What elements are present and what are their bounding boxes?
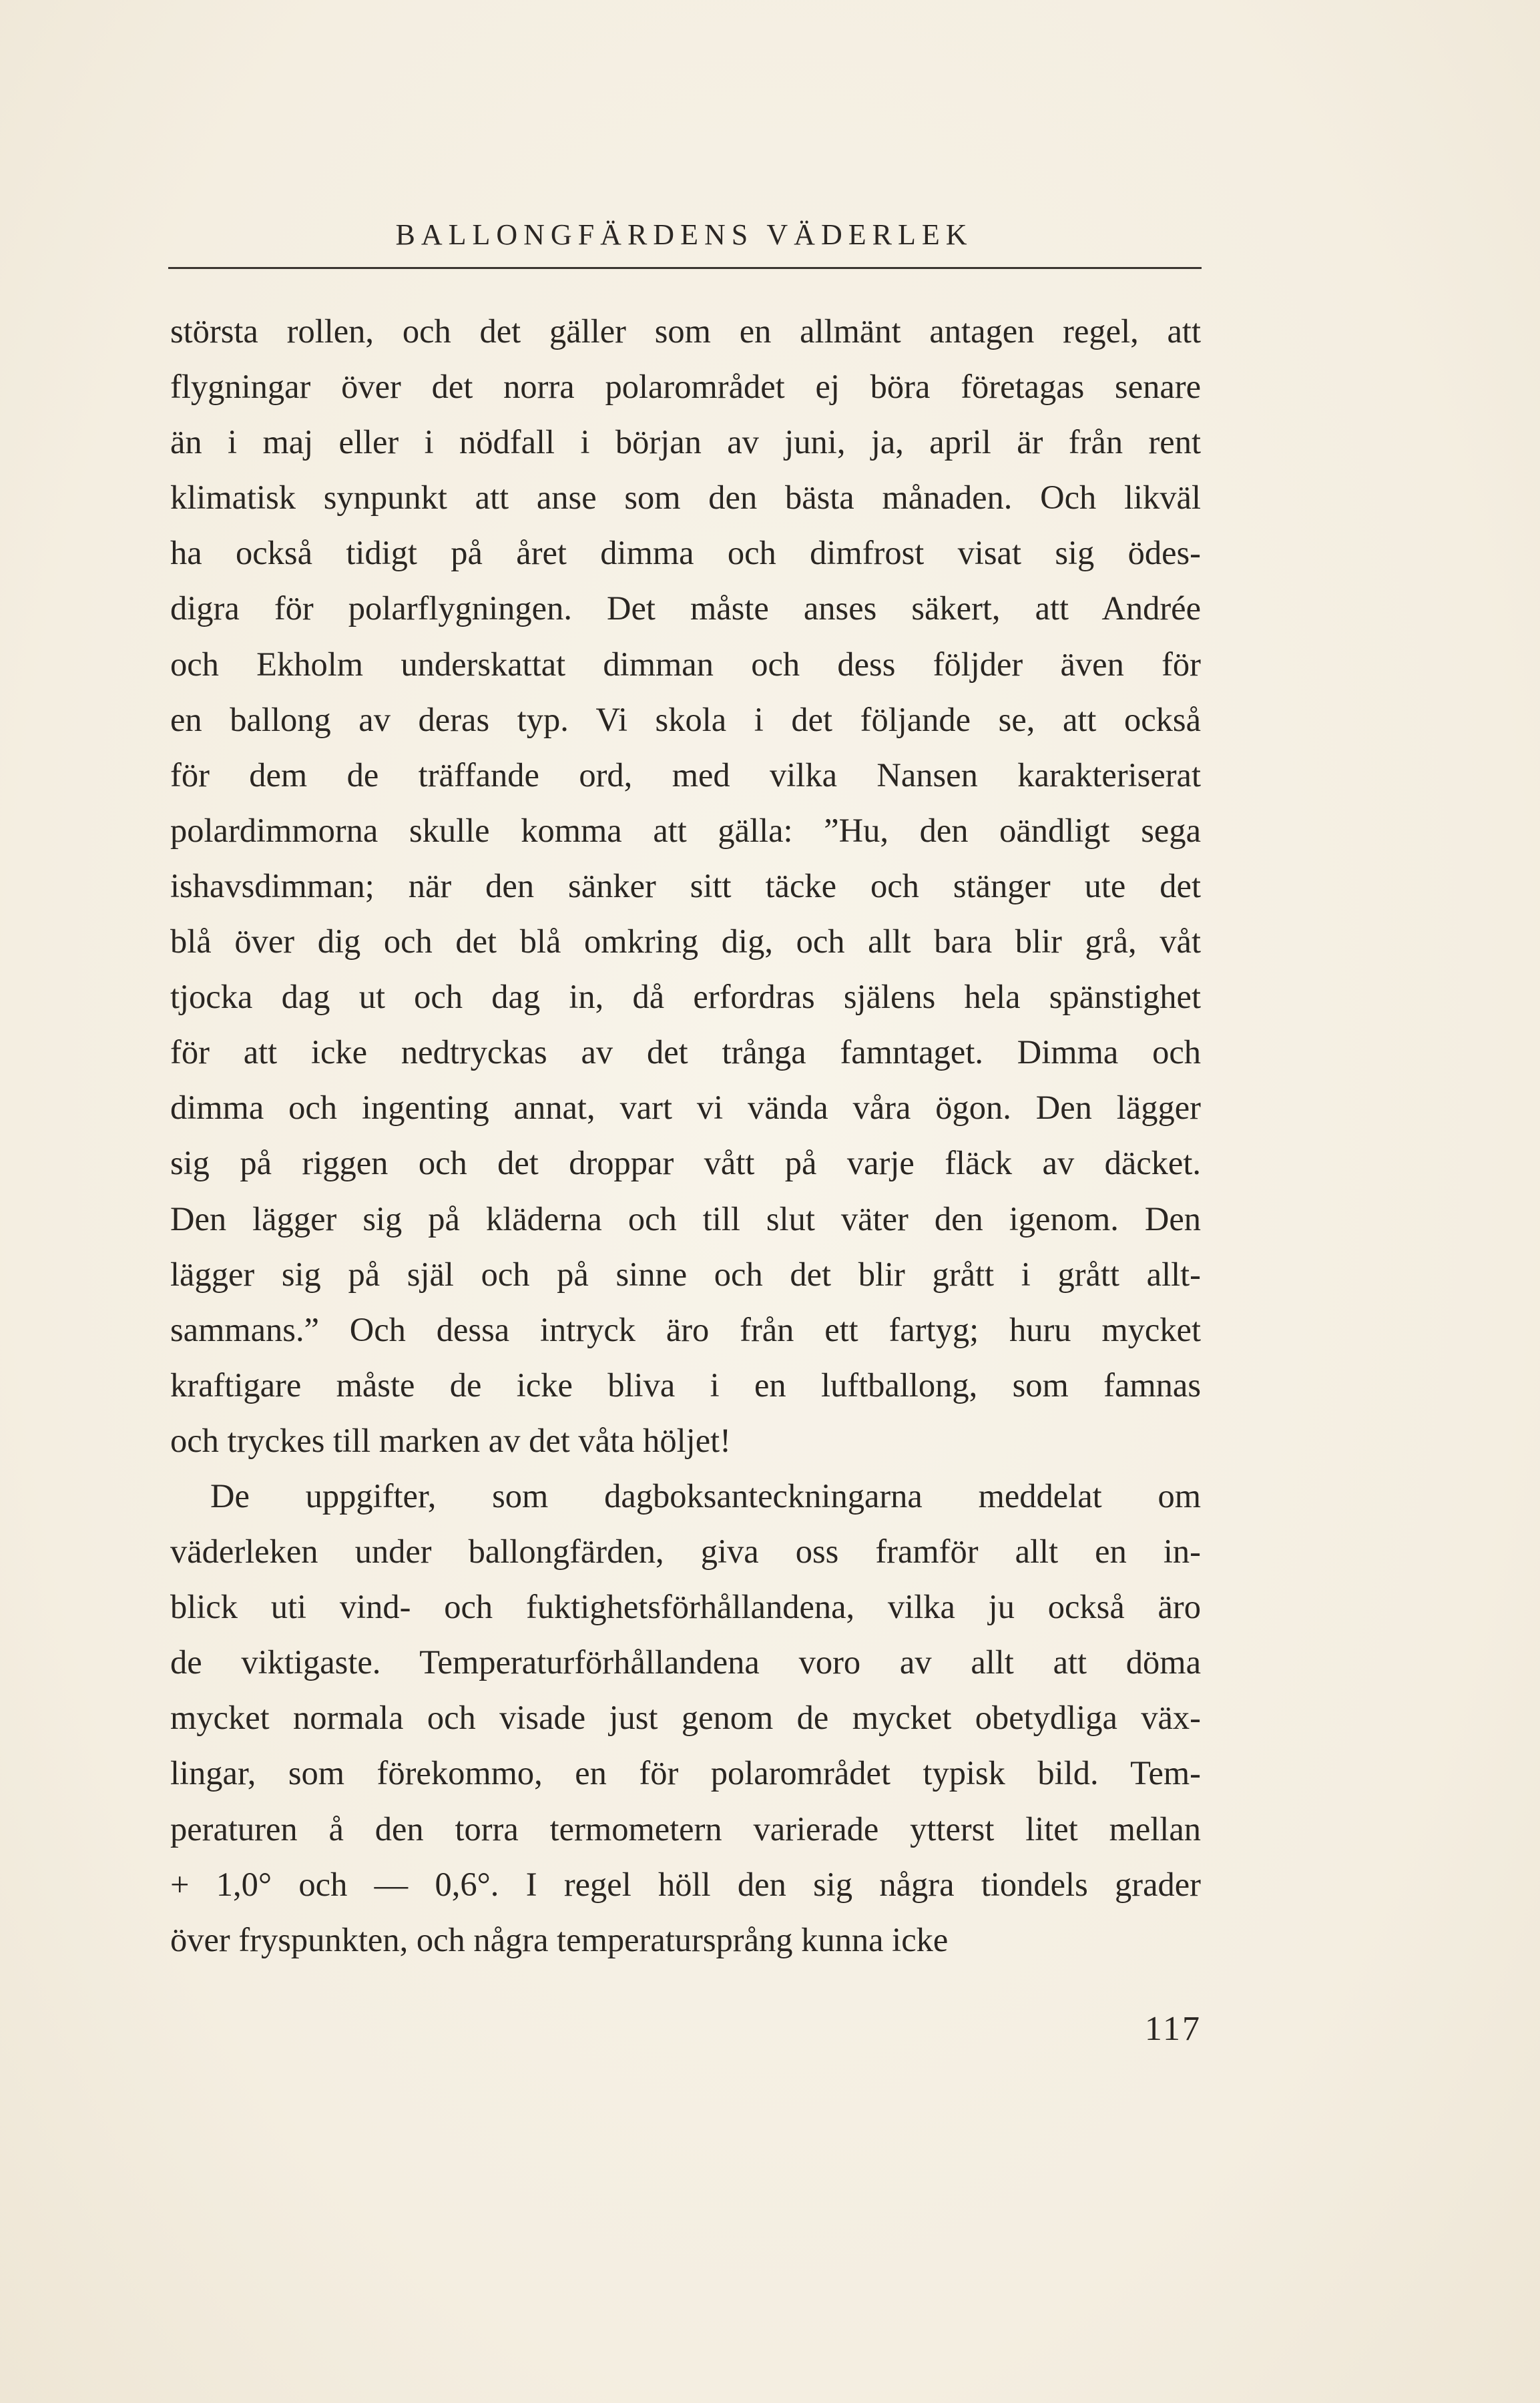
header-rule xyxy=(168,267,1202,269)
text-line: lingar, som förekommo, en för polarområdet typisk bild. Tem- xyxy=(170,1754,1201,1792)
running-head: BALLONGFÄRDENS VÄDERLEK xyxy=(395,218,973,251)
text-line: och Ekholm underskattat dimman och dess följder även för xyxy=(170,645,1201,683)
text-line: än i maj eller i nödfall i början av juni, ja, april är från rent xyxy=(170,423,1201,461)
text-line: en ballong av deras typ. Vi skola i det följande se, att också xyxy=(170,700,1201,738)
text-line: tjocka dag ut och dag in, då erfordras själens hela spänstighet xyxy=(170,978,1201,1016)
text-line: digra för polarflygningen. Det måste anses säkert, att Andrée xyxy=(170,589,1201,627)
text-line: och tryckes till marken av det våta höljet! xyxy=(170,1421,731,1459)
text-line: dimma och ingenting annat, vart vi vända våra ögon. Den lägger xyxy=(170,1089,1201,1127)
text-line: + 1,0° och — 0,6°. I regel höll den sig några tiondels grader xyxy=(170,1865,1201,1903)
text-line: Den lägger sig på kläderna och till slut väter den igenom. Den xyxy=(170,1199,1201,1238)
paragraph xyxy=(170,304,1201,1468)
text-line: peraturen å den torra termometern varierade ytterst litet mellan xyxy=(170,1810,1201,1848)
text-line: De uppgifter, som dagboksanteckningarna meddelat om xyxy=(210,1477,1201,1515)
text-line: blå över dig och det blå omkring dig, och allt bara blir grå, våt xyxy=(170,922,1201,961)
text-line: för att icke nedtryckas av det trånga famntaget. Dimma och xyxy=(170,1033,1201,1071)
text-line: kraftigare måste de icke bliva i en luftballong, som famnas xyxy=(170,1366,1201,1404)
text-line: blick uti vind- och fuktighetsförhållandena, vilka ju också äro xyxy=(170,1588,1201,1626)
text-line: över fryspunkten, och några temperatursprång kunna icke xyxy=(170,1920,949,1958)
text-line: sammans.” Och dessa intryck äro från ett fartyg; huru mycket xyxy=(170,1310,1201,1348)
text-line: ishavsdimman; när den sänker sitt täcke och stänger ute det xyxy=(170,866,1201,904)
text-line: ha också tidigt på året dimma och dimfrost visat sig ödes- xyxy=(170,534,1201,572)
page-number: 117 xyxy=(1144,2010,1202,2048)
text-line: flygningar över det norra polarområdet ej böra företagas senare xyxy=(170,368,1201,406)
text-line: väderleken under ballongfärden, giva oss framför allt en in- xyxy=(170,1533,1201,1571)
text-line: de viktigaste. Temperaturförhållandena voro av allt att döma xyxy=(170,1643,1201,1681)
text-line: största rollen, och det gäller som en allmänt antagen regel, att xyxy=(170,312,1201,350)
text-line: klimatisk synpunkt att anse som den bästa månaden. Och likväl xyxy=(170,479,1201,517)
body-text xyxy=(170,304,1201,1968)
text-line: polardimmorna skulle komma att gälla: ”Hu, den oändligt sega xyxy=(170,811,1201,849)
text-line: lägger sig på själ och på sinne och det blir grått i grått allt- xyxy=(170,1255,1201,1293)
text-line: mycket normala och visade just genom de mycket obetydliga väx- xyxy=(170,1699,1201,1737)
paragraph xyxy=(170,1468,1201,1968)
text-line: för dem de träffande ord, med vilka Nansen karakteriserat xyxy=(170,756,1201,794)
text-line: sig på riggen och det droppar vått på varje fläck av däcket. xyxy=(170,1144,1201,1182)
